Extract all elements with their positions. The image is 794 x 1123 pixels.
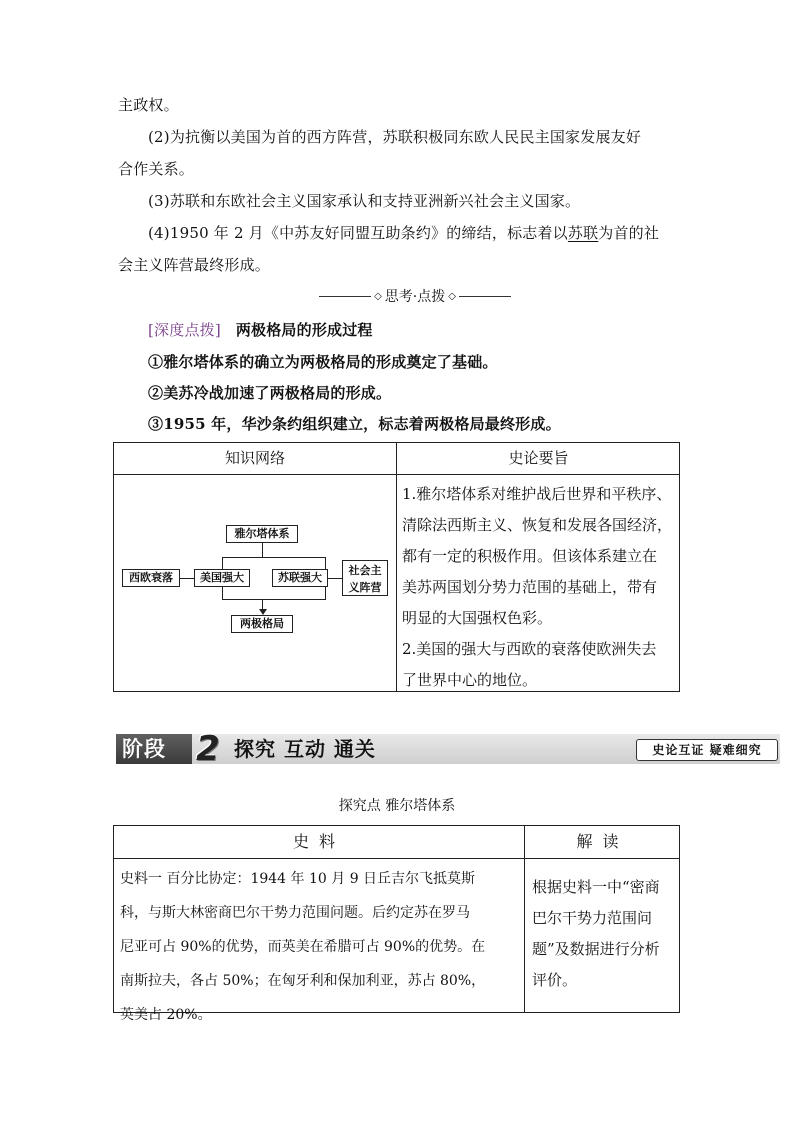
table-divider [114, 858, 679, 859]
key-point-line: 1.雅尔塔体系对维护战后世界和平秩序、 [402, 485, 672, 503]
table-divider [114, 474, 679, 475]
connector [222, 599, 326, 600]
node-usa-strong: 美国强大 [194, 569, 250, 587]
connector [262, 543, 263, 557]
key-point-line: 美苏两国划分势力范围的基础上，带有 [402, 578, 658, 596]
stage-tag: 史论互证 疑难细究 [636, 739, 778, 761]
deep-guidance-heading [148, 320, 373, 340]
key-point-line: 了世界中心的地位。 [402, 671, 538, 689]
connector [222, 587, 223, 599]
source-line: 英美占 20%。 [120, 1007, 212, 1023]
node-socialist-camp-line-1: 社会主 [348, 564, 382, 577]
header-knowledge-network: 知识网络 [224, 449, 285, 467]
stage-label: 阶段 [116, 734, 192, 764]
connector [222, 557, 326, 558]
divider-line-right [459, 296, 511, 297]
interpretation-line: 题”及数据进行分析 [532, 940, 660, 958]
diamond-icon: ◇ [374, 290, 382, 302]
key-point-line: 清除法西斯主义、恢复和发展各国经济， [402, 516, 673, 534]
deep-guidance-tag: [深度点拨] [148, 321, 221, 339]
node-socialist-camp [342, 560, 388, 596]
node-bipolar-pattern: 两极格局 [231, 615, 293, 633]
table-divider [396, 443, 397, 691]
deep-guidance-title: 两极格局的形成过程 [235, 321, 373, 339]
source-text [120, 862, 520, 1032]
node-western-europe-decline: 西欧衰落 [122, 569, 180, 587]
stage-title: 探究 互动 通关 [234, 737, 376, 761]
interpretation-line: 评价。 [532, 971, 578, 989]
key-point-line: 2.美国的强大与西欧的衰落使欧洲失去 [402, 640, 657, 658]
node-ussr-strong: 苏联强大 [272, 569, 328, 587]
underlined-term: 苏联 [567, 224, 599, 242]
connector [325, 587, 326, 599]
diamond-icon: ◇ [448, 290, 456, 302]
think-label: 思考·点拨 [384, 289, 446, 305]
deep-point-3: ③1955 年，华沙条约组织建立，标志着两极格局最终形成。 [148, 415, 561, 433]
think-divider [300, 286, 530, 306]
source-line: 尼亚可占 90%的优势，而英美在希腊可占 90%的优势。在 [120, 939, 486, 955]
connector [328, 578, 342, 579]
node-yalta-system: 雅尔塔体系 [226, 525, 298, 543]
source-line: 史料一 百分比协定：1944 年 10 月 9 日丘吉尔飞抵莫斯 [120, 871, 476, 887]
connector [180, 578, 194, 579]
paragraph-2-line-1: (2)为抗衡以美国为首的西方阵营，苏联积极同东欧人民民主国家发展友好 [148, 128, 642, 146]
key-point-line: 都有一定的积极作用。但该体系建立在 [402, 547, 658, 565]
paragraph-4-line-2: 会主义阵营最终形成。 [118, 256, 271, 274]
key-point-line: 明显的大国强权色彩。 [402, 609, 553, 627]
connector [222, 557, 223, 569]
source-line: 科，与斯大林密商巴尔干势力范围问题。后约定苏在罗马 [120, 905, 470, 921]
source-table [113, 825, 680, 1023]
node-socialist-camp-line-2: 义阵营 [348, 581, 382, 594]
text-line: 主政权。 [118, 96, 179, 114]
paragraph-4-part-b: 为首的社 [598, 224, 660, 242]
paragraph-4-part-a: (4)1950 年 2 月《中苏友好同盟互助条约》的缔结，标志着以 [148, 224, 568, 242]
header-key-points: 史论要旨 [508, 449, 569, 467]
stage-banner [116, 729, 780, 769]
divider-line-left [319, 296, 371, 297]
paragraph-2-line-2: 合作关系。 [118, 160, 195, 178]
interpretation-line: 巴尔干势力范围问 [532, 909, 653, 927]
paragraph-4-line-1 [148, 223, 659, 243]
header-source: 史料 [292, 832, 345, 851]
paragraph-3: (3)苏联和东欧社会主义国家承认和支持亚洲新兴社会主义国家。 [148, 192, 581, 210]
connector [325, 557, 326, 569]
source-line: 南斯拉夫，各占 50%；在匈牙利和保加利亚，苏占 80%， [120, 973, 486, 989]
deep-point-2: ②美苏冷战加速了两极格局的形成。 [148, 384, 392, 402]
knowledge-table [113, 442, 680, 692]
deep-point-1: ①雅尔塔体系的确立为两极格局的形成奠定了基础。 [148, 353, 498, 371]
interpretation-line: 根据史料一中“密商 [532, 878, 660, 896]
stage-number: 2 [196, 729, 220, 769]
interpretation-text [532, 872, 678, 996]
header-interpretation: 解读 [576, 832, 629, 851]
key-points-text [402, 479, 690, 696]
section-subtitle: 探究点 雅尔塔体系 [338, 798, 456, 814]
